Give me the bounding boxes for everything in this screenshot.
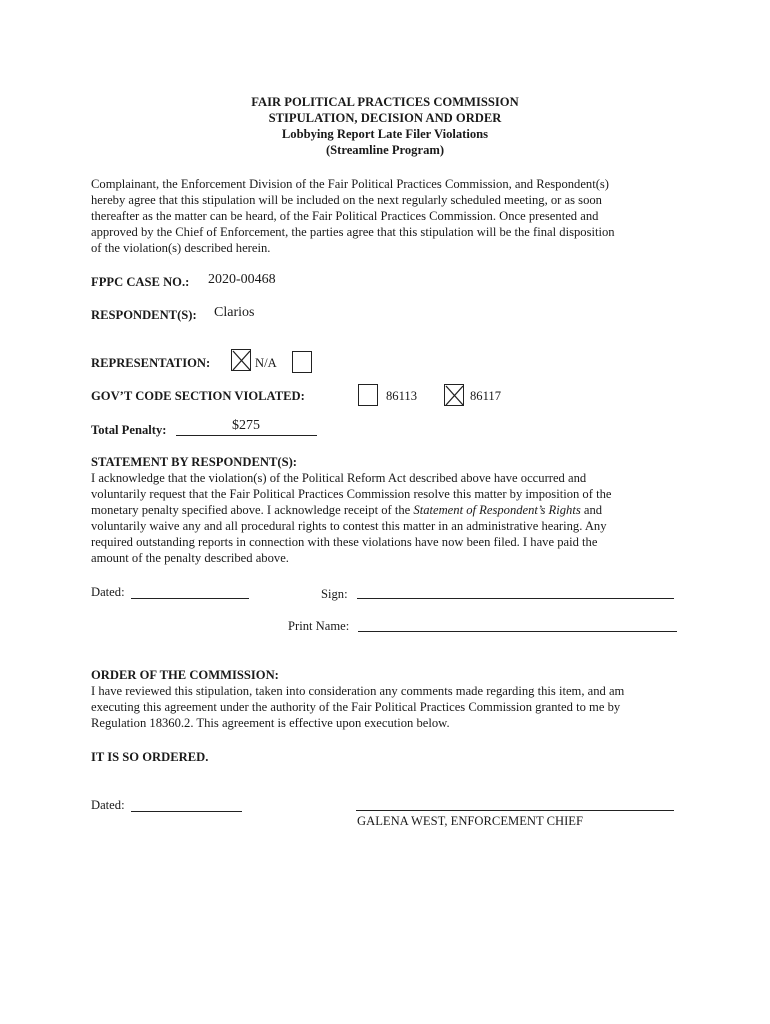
case-number-label: FPPC CASE NO.: [91, 275, 190, 289]
checkmark-x-icon [445, 385, 465, 407]
order-section [91, 667, 691, 731]
order-heading: ORDER OF THE COMMISSION: [91, 668, 279, 682]
intro-line: thereafter as the matter can be heard, of the Fair Political Practices Commission. Once presented and [91, 209, 599, 223]
representation-other-checkbox[interactable] [292, 351, 312, 373]
statement-heading: STATEMENT BY RESPONDENT(S): [91, 455, 297, 469]
penalty-field[interactable]: $275 [232, 418, 260, 433]
statement-line: amount of the penalty described above. [91, 551, 289, 565]
chief-dated-field[interactable] [131, 798, 242, 812]
code-86113-label: 86113 [386, 389, 418, 403]
case-number-field[interactable]: 2020-00468 [208, 272, 276, 287]
statement-rights-title: Statement of Respondent’s Rights [413, 503, 581, 517]
header-program: (Streamline Program) [325, 143, 445, 157]
statement-line: voluntarily waive any and all procedural rights to contest this matter in an administrative hearing. Any [91, 519, 607, 533]
code-86117-label: 86117 [470, 389, 502, 403]
statement-line: I acknowledge that the violation(s) of the Political Reform Act described above have occurred and [91, 471, 587, 485]
statement-text: and [580, 503, 603, 517]
respondent-field[interactable]: Clarios [214, 305, 255, 320]
respondent-sign-label: Sign: [321, 587, 348, 601]
penalty-label: Total Penalty: [91, 423, 167, 437]
header-subject: Lobbying Report Late Filer Violations [281, 127, 489, 141]
chief-signature-line[interactable] [356, 797, 674, 811]
respondent-sign-field[interactable] [357, 585, 674, 599]
statement-line: required outstanding reports in connection with these violations have now been filed. I have paid the [91, 535, 598, 549]
code-86113-checkbox[interactable] [358, 384, 378, 406]
order-line: I have reviewed this stipulation, taken into consideration any comments made regarding this item, and am [91, 684, 625, 698]
statement-section [91, 454, 691, 566]
so-ordered-text: IT IS SO ORDERED. [91, 750, 209, 764]
representation-na-checkbox[interactable] [231, 349, 251, 371]
checkmark-x-icon [232, 350, 252, 372]
chief-dated-label: Dated: [91, 798, 125, 812]
statement-line: voluntarily request that the Fair Political Practices Commission resolve this matter by imposition of the [91, 487, 612, 501]
header-commission: FAIR POLITICAL PRACTICES COMMISSION [251, 95, 519, 109]
print-name-label: Print Name: [288, 619, 350, 633]
document-header [0, 94, 770, 158]
representation-na-label: N/A [255, 356, 277, 370]
statement-text: monetary penalty specified above. I acknowledge receipt of the [91, 503, 414, 517]
respondent-label: RESPONDENT(S): [91, 308, 197, 322]
order-line: executing this agreement under the authority of the Fair Political Practices Commission granted to me by [91, 700, 621, 714]
header-stipulation: STIPULATION, DECISION AND ORDER [268, 111, 502, 125]
order-line: Regulation 18360.2. This agreement is effective upon execution below. [91, 716, 450, 730]
intro-line: approved by the Chief of Enforcement, the parties agree that this stipulation will be the final disposition [91, 225, 615, 239]
intro-line: of the violation(s) described herein. [91, 241, 271, 255]
intro-line: Complainant, the Enforcement Division of the Fair Political Practices Commission, and Respondent(s) [91, 177, 610, 191]
respondent-dated-label: Dated: [91, 585, 125, 599]
intro-line: hereby agree that this stipulation will be included on the next regularly scheduled meeting, or as soon [91, 193, 602, 207]
respondent-dated-field[interactable] [131, 585, 249, 599]
representation-label: REPRESENTATION: [91, 356, 211, 370]
print-name-field[interactable] [358, 618, 677, 632]
chief-signer-name: GALENA WEST, ENFORCEMENT CHIEF [357, 814, 583, 828]
code-86117-checkbox[interactable] [444, 384, 464, 406]
code-section-label: GOV’T CODE SECTION VIOLATED: [91, 389, 305, 403]
statement-line [91, 502, 691, 518]
intro-paragraph [91, 176, 681, 256]
